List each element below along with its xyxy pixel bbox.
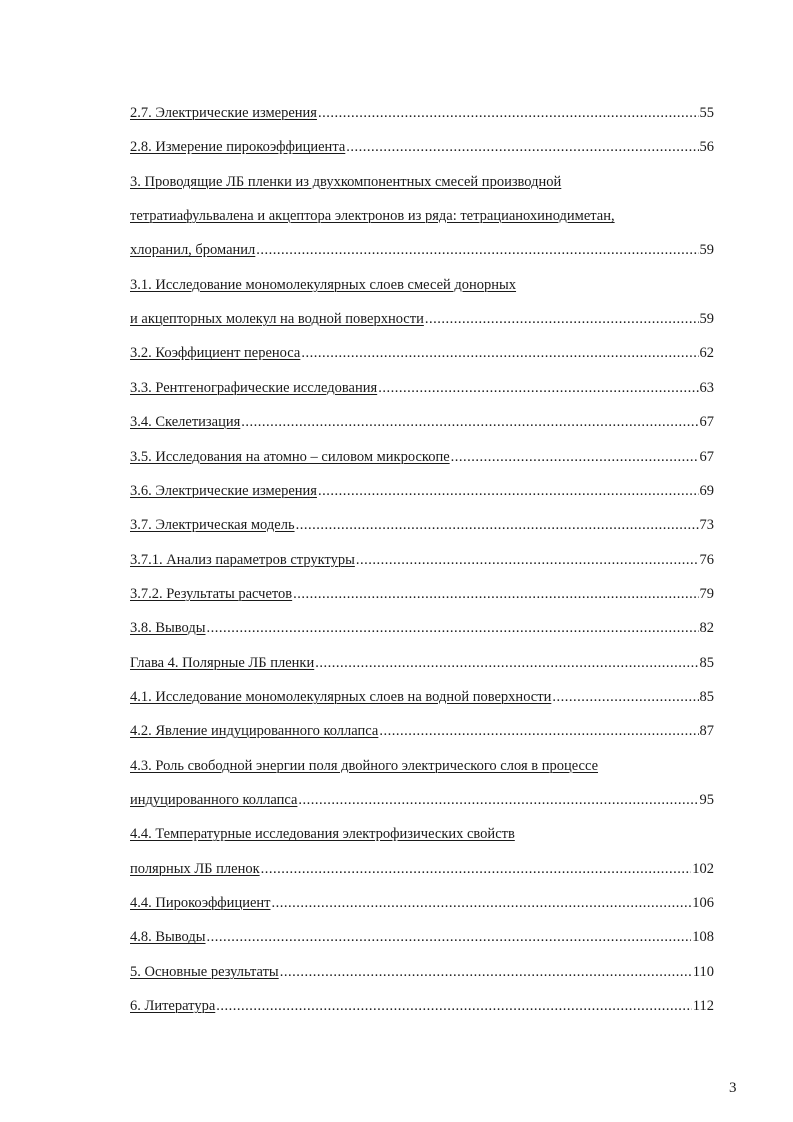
toc-entry-page: 59 — [699, 242, 714, 259]
toc-entry-page: 62 — [699, 345, 714, 362]
toc-entry-title[interactable]: 3.8. Выводы — [130, 620, 206, 637]
toc-entry-page: 56 — [699, 139, 714, 156]
toc-entry-title[interactable]: 2.8. Измерение пирокоэффициента — [130, 139, 346, 156]
dot-leader — [301, 341, 698, 365]
toc-entry-title[interactable]: 4.2. Явление индуцированного коллапса — [130, 723, 379, 740]
dot-leader — [256, 238, 698, 262]
toc-entry-title[interactable]: 4.3. Роль свободной энергии поля двойного электрического слоя в процессе — [130, 757, 599, 774]
dot-leader — [346, 135, 698, 159]
toc-entry-page: 108 — [692, 929, 714, 946]
toc-entry-page: 112 — [692, 998, 714, 1015]
toc-entry-line[interactable] — [130, 616, 714, 640]
dot-leader — [293, 582, 698, 606]
toc-entry-line[interactable] — [130, 238, 714, 262]
dot-leader — [207, 616, 699, 640]
dot-leader — [318, 101, 699, 125]
dot-leader — [241, 410, 698, 434]
toc-entry-page: 67 — [699, 448, 714, 465]
toc-entry-title[interactable]: 3.3. Рентгенографические исследования — [130, 379, 378, 396]
dot-leader — [356, 548, 699, 572]
toc-entry-page: 106 — [692, 895, 714, 912]
toc-entry-title[interactable]: тетратиафульвалена и акцептора электронов из ряда: тетрацианохинодиметан, — [130, 208, 615, 225]
toc-entry-page: 76 — [699, 551, 714, 568]
toc-entry-page: 55 — [699, 105, 714, 121]
toc-entry-line[interactable] — [130, 822, 714, 846]
toc-entry-line[interactable] — [130, 135, 714, 159]
toc-entry-line[interactable] — [130, 788, 714, 812]
dot-leader — [379, 719, 698, 743]
toc-entry-line[interactable] — [130, 445, 714, 469]
dot-leader — [272, 891, 692, 915]
toc-entry-page: 85 — [699, 654, 714, 671]
dot-leader — [216, 994, 692, 1018]
page-number: 3 — [729, 1080, 737, 1096]
toc-entry-line[interactable] — [130, 754, 714, 778]
toc-entry-title[interactable]: 4.8. Выводы — [130, 929, 206, 946]
dot-leader — [552, 685, 698, 709]
toc-entry-title[interactable]: 4.4. Пирокоэффициент — [130, 895, 271, 912]
dot-leader — [298, 788, 698, 812]
toc-entry-title[interactable]: и акцепторных молекул на водной поверхности — [130, 311, 424, 328]
dot-leader — [207, 925, 692, 949]
toc-entry-title[interactable]: 3.5. Исследования на атомно – силовом микроскопе — [130, 448, 450, 465]
dot-leader — [296, 513, 699, 537]
toc-entry-title[interactable]: 3.6. Электрические измерения — [130, 482, 317, 499]
toc-entry-title[interactable]: 3.7.2. Результаты расчетов — [130, 585, 293, 602]
toc-entry-line[interactable] — [130, 170, 714, 194]
toc-entry-line[interactable] — [130, 651, 714, 675]
toc-entry-line[interactable] — [130, 376, 714, 400]
toc-entry-page: 87 — [699, 723, 714, 740]
toc-entry-title[interactable]: полярных ЛБ пленок — [130, 860, 260, 877]
toc-entry-page: 85 — [699, 688, 714, 705]
toc-entry-page: 102 — [692, 860, 714, 877]
toc-entry-page: 73 — [699, 517, 714, 534]
toc-entry-title[interactable]: 3.2. Коэффициент переноса — [130, 345, 301, 362]
toc-entry-title[interactable]: 5. Основные результаты — [130, 963, 279, 980]
toc-entry-line[interactable] — [130, 685, 714, 709]
toc-entry-line[interactable] — [130, 410, 714, 434]
dot-leader — [315, 651, 698, 675]
toc-entry-title[interactable]: Глава 4. Полярные ЛБ пленки — [130, 654, 315, 671]
toc-entry-line[interactable] — [130, 857, 714, 881]
dot-leader — [318, 479, 699, 503]
toc-entry-line[interactable] — [130, 513, 714, 537]
toc-entry-page: 69 — [699, 482, 714, 499]
toc-entry-title[interactable]: 3.7.1. Анализ параметров структуры — [130, 551, 355, 568]
toc-entry-title[interactable]: 6. Литература — [130, 998, 216, 1015]
toc-entry-line[interactable] — [130, 273, 714, 297]
toc-entry-line[interactable] — [130, 960, 714, 984]
toc-entry-title[interactable]: 3.7. Электрическая модель — [130, 517, 295, 534]
dot-leader — [451, 445, 699, 469]
toc-entry-line[interactable] — [130, 548, 714, 572]
toc-entry-title[interactable]: 2.7. Электрические измерения — [130, 105, 317, 121]
toc-entry-line[interactable] — [130, 582, 714, 606]
toc-entry-title[interactable]: индуцированного коллапса — [130, 792, 298, 808]
toc-entry-page: 95 — [699, 792, 714, 808]
toc-entry-line[interactable] — [130, 891, 714, 915]
toc-entry-line[interactable] — [130, 101, 714, 125]
toc-entry-page: 59 — [699, 311, 714, 328]
dot-leader — [280, 960, 692, 984]
toc-entry-page: 67 — [699, 414, 714, 431]
toc-entry-page: 63 — [699, 379, 714, 396]
toc-entry-title[interactable]: 4.4. Температурные исследования электрофизических свойств — [130, 826, 515, 843]
dot-leader — [378, 376, 698, 400]
toc-entry-title[interactable]: 4.1. Исследование мономолекулярных слоев на водной поверхности — [130, 688, 552, 705]
toc-entry-line[interactable] — [130, 307, 714, 331]
toc-entry-page: 82 — [699, 620, 714, 637]
toc-entry-line[interactable] — [130, 204, 714, 228]
dot-leader — [425, 307, 699, 331]
toc-entry-line[interactable] — [130, 925, 714, 949]
toc-entry-page: 79 — [699, 585, 714, 602]
toc-entry-title[interactable]: 3.1. Исследование мономолекулярных слоев смесей донорных — [130, 276, 517, 293]
toc-entry-title[interactable]: 3. Проводящие ЛБ пленки из двухкомпонентных смесей производной — [130, 173, 562, 190]
toc-entry-line[interactable] — [130, 479, 714, 503]
dot-leader — [261, 857, 692, 881]
toc-entry-line[interactable] — [130, 994, 714, 1018]
toc-entry-title[interactable]: 3.4. Скелетизация — [130, 414, 241, 431]
toc-entry-title[interactable]: хлоранил, броманил — [130, 242, 256, 259]
toc-entry-page: 110 — [692, 963, 714, 980]
toc-entry-line[interactable] — [130, 341, 714, 365]
toc-entry-line[interactable] — [130, 719, 714, 743]
